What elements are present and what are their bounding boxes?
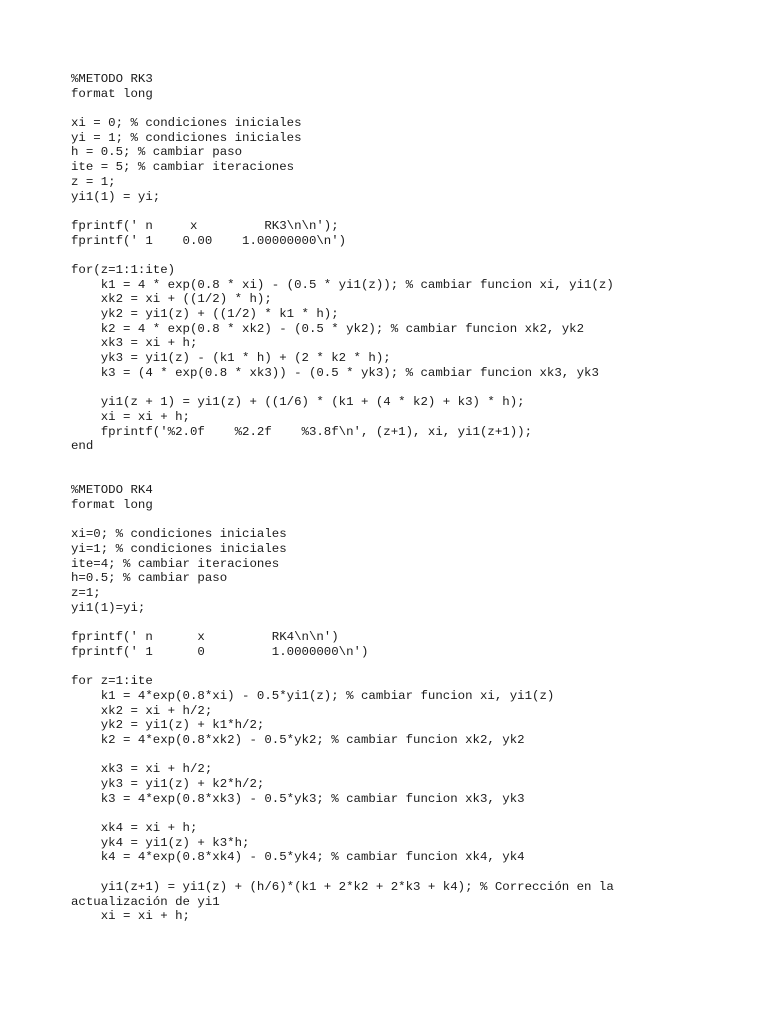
blank-line: [71, 204, 711, 219]
code-line: format long: [71, 86, 153, 101]
code-line: k2 = 4*exp(0.8*xk2) - 0.5*yk2; % cambiar funcion xk2, yk2: [71, 732, 525, 747]
code-line: actualización de yi1: [71, 894, 220, 909]
code-line: yi1(1)=yi;: [71, 600, 146, 615]
code-line: k3 = 4*exp(0.8*xk3) - 0.5*yk3; % cambiar funcion xk3, yk3: [71, 791, 525, 806]
code-line: ite=4; % cambiar iteraciones: [71, 556, 280, 571]
code-line: yk3 = yi1(z) + k2*h/2;: [71, 777, 265, 791]
code-line: yi=1; % condiciones iniciales: [71, 542, 287, 556]
code-line: fprintf(' 1 0.00 1.00000000\n'): [71, 233, 347, 248]
code-line: k1 = 4*exp(0.8*xi) - 0.5*yi1(z); % cambiar funcion xi, yi1(z): [71, 688, 555, 703]
code-line: xk3 = xi + h;: [71, 336, 198, 351]
code-line: yi1(1) = yi;: [71, 189, 161, 204]
code-line: xi = xi + h;: [71, 909, 190, 924]
code-line: end: [71, 439, 94, 454]
code-line: fprintf(' 1 0 1.0000000\n'): [71, 644, 369, 659]
code-line: k2 = 4 * exp(0.8 * xk2) - (0.5 * yk2); % cambiar funcion xk2, yk2: [71, 321, 585, 336]
blank-line: [71, 806, 711, 821]
code-line: %METODO RK3: [71, 72, 153, 86]
blank-line: [71, 469, 711, 484]
blank-line: [71, 865, 711, 880]
code-line: h = 0.5; % cambiar paso: [71, 145, 243, 160]
code-line: yk3 = yi1(z) - (k1 * h) + (2 * k2 * h);: [71, 351, 391, 366]
blank-line: [71, 248, 711, 263]
blank-line: [71, 615, 711, 630]
code-line: xi = 0; % condiciones iniciales: [71, 116, 302, 131]
code-line: k3 = (4 * exp(0.8 * xk3)) - (0.5 * yk3); % cambiar funcion xk3, yk3: [71, 365, 599, 380]
blank-line: [71, 454, 711, 469]
code-line: yi = 1; % condiciones iniciales: [71, 130, 302, 145]
code-line: h=0.5; % cambiar paso: [71, 571, 228, 586]
code-line: xk4 = xi + h;: [71, 821, 198, 836]
code-line: yk2 = yi1(z) + ((1/2) * k1 * h);: [71, 307, 339, 321]
code-line: format long: [71, 497, 153, 512]
blank-line: [71, 380, 711, 395]
code-line: yk2 = yi1(z) + k1*h/2;: [71, 718, 265, 733]
code-line: xi = xi + h;: [71, 409, 190, 424]
blank-line: [71, 101, 711, 116]
code-line: fprintf('%2.0f %2.2f %3.8f\n', (z+1), xi, yi1(z+1));: [71, 424, 533, 439]
code-line: z = 1;: [71, 174, 116, 189]
code-line: %METODO RK4: [71, 483, 153, 498]
code-line: ite = 5; % cambiar iteraciones: [71, 160, 295, 175]
code-line: yi1(z + 1) = yi1(z) + ((1/6) * (k1 + (4 * k2) + k3) * h);: [71, 395, 525, 410]
code-line: for(z=1:1:ite): [71, 262, 176, 277]
blank-line: [71, 513, 711, 528]
code-line: z=1;: [71, 586, 101, 601]
code-line: xi=0; % condiciones iniciales: [71, 527, 287, 542]
code-line: yk4 = yi1(z) + k3*h;: [71, 835, 250, 850]
code-line: k1 = 4 * exp(0.8 * xi) - (0.5 * yi1(z)); % cambiar funcion xi, yi1(z): [71, 277, 614, 292]
code-line: yi1(z+1) = yi1(z) + (h/6)*(k1 + 2*k2 + 2*k3 + k4); % Corrección en la: [71, 879, 614, 894]
code-line: xk2 = xi + h/2;: [71, 703, 213, 718]
blank-line: [71, 660, 711, 675]
code-line: for z=1:ite: [71, 674, 153, 689]
code-line: fprintf(' n x RK3\n\n');: [71, 218, 339, 233]
code-line: xk3 = xi + h/2;: [71, 762, 213, 777]
code-listing: [71, 72, 711, 924]
code-line: xk2 = xi + ((1/2) * h);: [71, 292, 272, 307]
code-line: k4 = 4*exp(0.8*xk4) - 0.5*yk4; % cambiar funcion xk4, yk4: [71, 850, 525, 865]
blank-line: [71, 748, 711, 763]
code-line: fprintf(' n x RK4\n\n'): [71, 630, 339, 645]
